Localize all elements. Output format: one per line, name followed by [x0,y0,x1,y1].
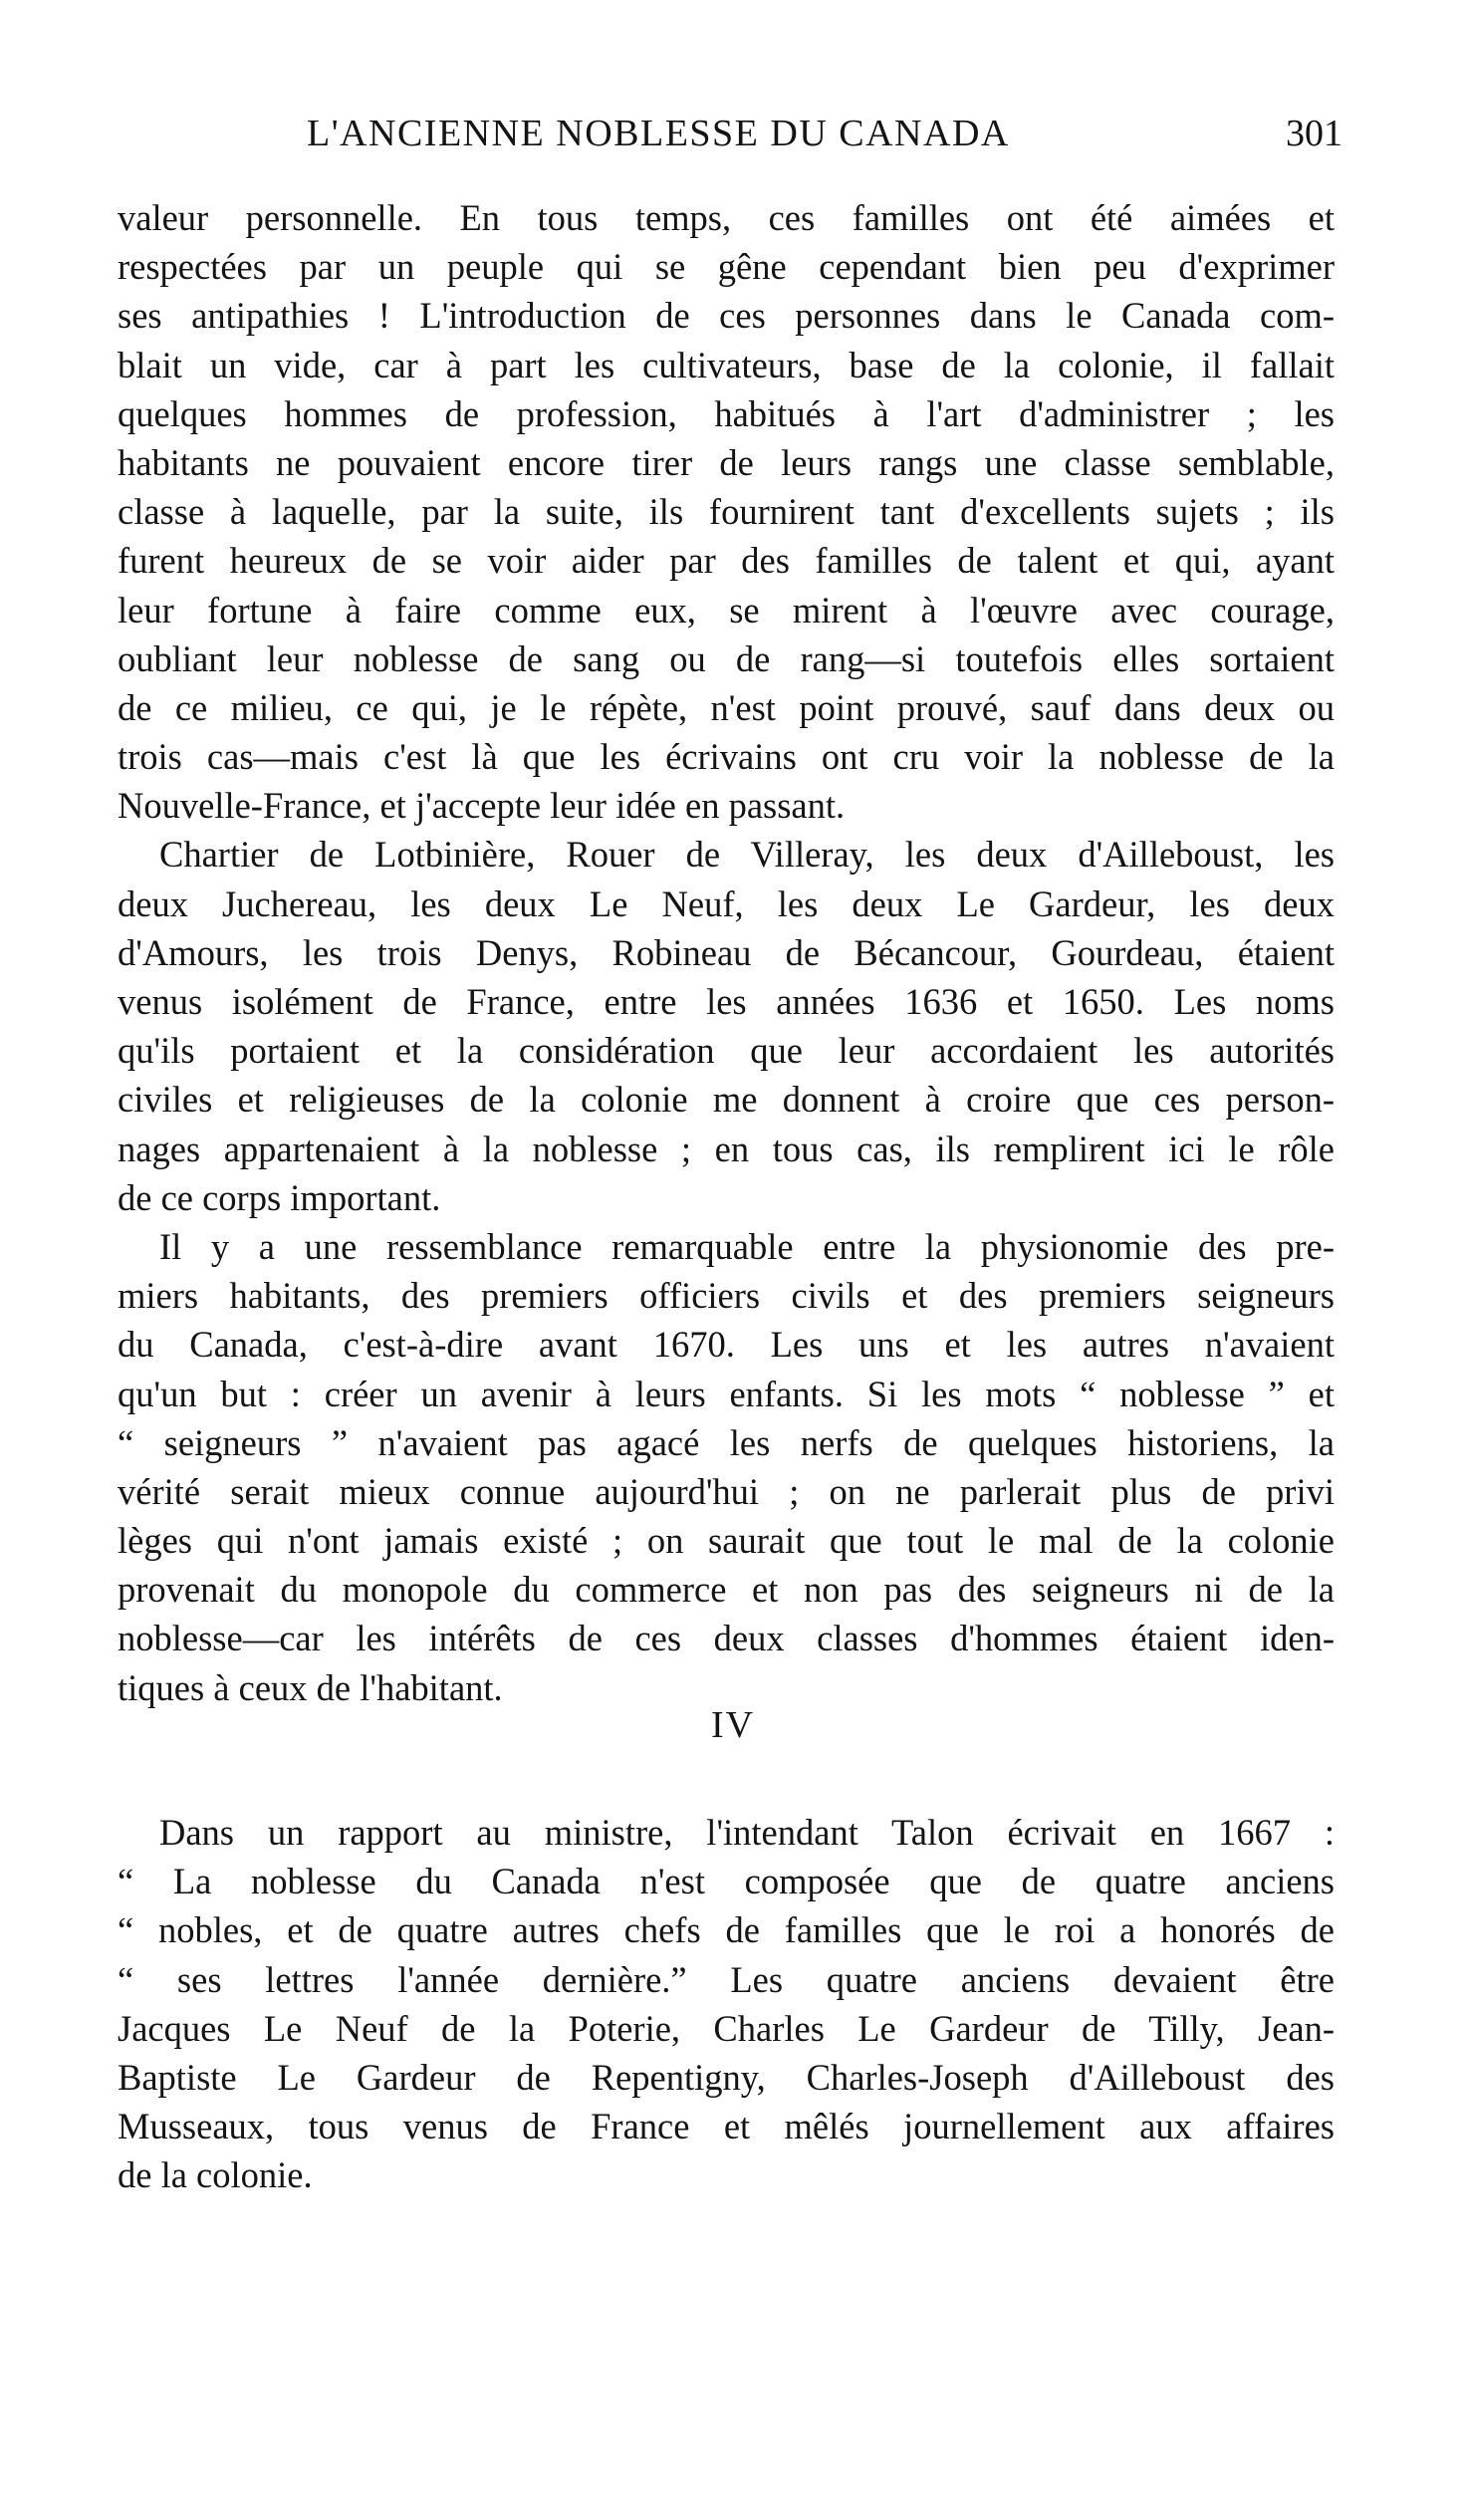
text-line: furent heureux de se voir aider par des familles de talent et qui, ayant [118,540,1335,582]
text-line: “ seigneurs ” n'avaient pas agacé les nerfs de quelques historiens, la [118,1421,1335,1463]
section-heading: IV [710,1704,756,1746]
text-line: blait un vide, car à part les cultivateurs, base de la colonie, il fallait [118,344,1335,385]
text-line: civiles et religieuses de la colonie me donnent à croire que ces person- [118,1079,1335,1121]
text-line: deux Juchereau, les deux Le Neuf, les deux Le Gardeur, les deux [118,882,1335,924]
text-line: vérité serait mieux connue aujourd'hui ; on ne parlerait plus de privi [118,1470,1335,1512]
text-line: Jacques Le Neuf de la Poterie, Charles Le Gardeur de Tilly, Jean- [118,2007,1335,2049]
running-head [118,112,1343,161]
text-line: venus isolément de France, entre les années 1636 et 1650. Les noms [118,981,1335,1022]
text-line: qu'un but : créer un avenir à leurs enfants. Si les mots “ noblesse ” et [118,1373,1335,1414]
body-text-after-section [118,1808,1335,2200]
text-line: quelques hommes de profession, habitués à l'art d'administrer ; les [118,392,1335,434]
text-line: leur fortune à faire comme eux, se mirent à l'œuvre avec courage, [118,589,1335,630]
text-line: “ ses lettres l'année dernière.” Les quatre anciens devaient être [118,1958,1335,2000]
body-text-before-section [118,193,1335,1712]
text-line: Baptiste Le Gardeur de Repentigny, Charles-Joseph d'Ailleboust des [118,2056,1335,2098]
paragraph-first-line: Il y a une ressemblance remarquable entre la physionomie des pre- [159,1225,1335,1267]
text-line: valeur personnelle. En tous temps, ces familles ont été aimées et [118,197,1335,238]
text-line: provenait du monopole du commerce et non pas des seigneurs ni de la [118,1569,1335,1611]
text-line: classe à laquelle, par la suite, ils fournirent tant d'excellents sujets ; ils [118,491,1335,533]
text-line: habitants ne pouvaient encore tirer de leurs rangs une classe semblable, [118,441,1335,483]
running-title: L'ANCIENNE NOBLESSE DU CANADA [307,113,1010,154]
page-number: 301 [1286,113,1343,154]
text-line: nages appartenaient à la noblesse ; en tous cas, ils remplirent ici le rôle [118,1128,1335,1169]
text-line: noblesse—car les intérêts de ces deux classes d'hommes étaient iden- [118,1618,1335,1659]
text-line: d'Amours, les trois Denys, Robineau de Bécancour, Gourdeau, étaient [118,931,1335,973]
paragraph-last-line: de la colonie. [118,2154,313,2196]
text-line: lèges qui n'ont jamais existé ; on saurait que tout le mal de la colonie [118,1520,1335,1562]
text-line: de ce milieu, ce qui, je le répète, n'est point prouvé, sauf dans deux ou [118,686,1335,728]
paragraph-first-line: Chartier de Lotbinière, Rouer de Villeray, les deux d'Ailleboust, les [159,834,1335,876]
text-line: du Canada, c'est-à-dire avant 1670. Les uns et les autres n'avaient [118,1324,1335,1366]
text-line: qu'ils portaient et la considération que leur accordaient les autorités [118,1030,1335,1072]
paragraph-last-line: de ce corps important. [118,1176,441,1218]
paragraph-last-line: tiques à ceux de l'habitant. [118,1666,503,1708]
text-line: miers habitants, des premiers officiers civils et des premiers seigneurs [118,1275,1335,1317]
text-line: ses antipathies ! L'introduction de ces personnes dans le Canada com- [118,295,1335,337]
paragraph-last-line: Nouvelle-France, et j'accepte leur idée en passant. [118,785,846,827]
text-line: trois cas—mais c'est là que les écrivains ont cru voir la noblesse de la [118,736,1335,778]
text-line: “ La noblesse du Canada n'est composée que de quatre anciens [118,1861,1335,1902]
text-line: oubliant leur noblesse de sang ou de rang—si toutefois elles sortaient [118,637,1335,679]
paragraph-first-line: Dans un rapport au ministre, l'intendant Talon écrivait en 1667 : [159,1812,1335,1853]
text-line: respectées par un peuple qui se gêne cependant bien peu d'exprimer [118,246,1335,288]
text-line: “ nobles, et de quatre autres chefs de familles que le roi a honorés de [118,1909,1335,1951]
text-line: Musseaux, tous venus de France et mêlés journellement aux affaires [118,2106,1335,2147]
